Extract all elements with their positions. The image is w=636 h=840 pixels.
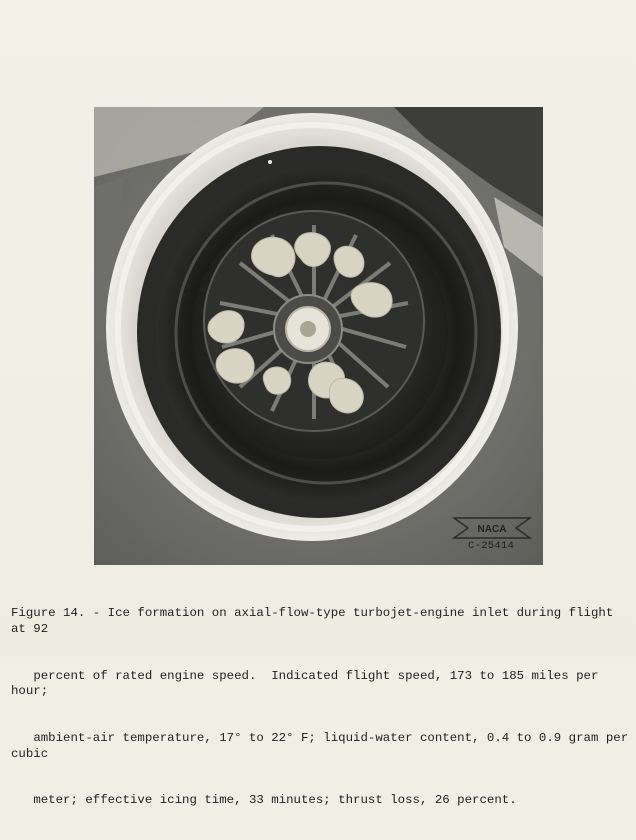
caption-line-4: meter; effective icing time, 33 minutes; thrust loss, 26 percent. [11,793,517,808]
engine-inlet-photograph [94,107,543,565]
caption-line-3: ambient-air temperature, 17° to 22° F; liquid-water content, 0.4 to 0.9 gram per cubic [11,730,636,761]
caption-line-1: Figure 14. - Ice formation on axial-flow-type turbojet-engine inlet during flight at 92 [11,606,621,636]
engine-inlet-image [94,107,543,565]
naca-logo-text: NACA [477,524,507,535]
rivet-mark [268,160,272,164]
caption-line-2: percent of rated engine speed. Indicated flight speed, 173 to 185 miles per hour; [11,668,606,699]
figure-caption [11,575,636,840]
photo-code: C-25414 [468,540,515,552]
nose-cone-center [300,321,316,337]
